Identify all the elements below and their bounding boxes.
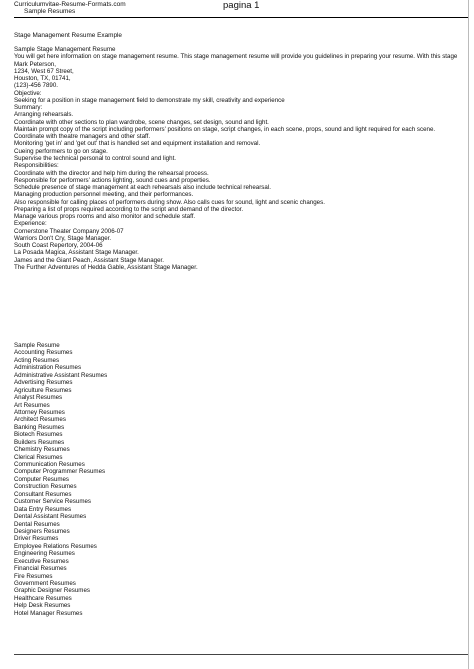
resume-link[interactable]: Dental Assistant Resumes xyxy=(14,513,87,521)
body-line: Coordinate with other sections to plan wardrobe, scene changes, set design, sound and light. xyxy=(14,118,269,126)
body-line: James and the Giant Peach, Assistant Stage Manager. xyxy=(14,256,164,264)
resume-link[interactable]: Data Entry Resumes xyxy=(14,505,72,513)
body-line: 1234, West 67 Street, xyxy=(14,67,74,75)
section-name: Sample Resumes xyxy=(24,8,76,15)
body-line: Coordinate with theatre managers and other staff. xyxy=(14,133,151,141)
resume-link[interactable]: Agriculture Resumes xyxy=(14,386,72,394)
resume-link[interactable]: Computer Programmer Resumes xyxy=(14,468,106,476)
resume-link[interactable]: Fire Resumes xyxy=(14,572,53,580)
resume-link[interactable]: Accounting Resumes xyxy=(14,349,73,357)
body-line: Cueing performers to go on stage. xyxy=(14,147,108,155)
body-line: (123)-456 7890. xyxy=(14,82,59,90)
resume-link[interactable]: Builders Resumes xyxy=(14,438,65,446)
resume-link[interactable]: Banking Resumes xyxy=(14,423,65,431)
page-number: pagina 1 xyxy=(223,0,260,11)
page-edge xyxy=(468,0,469,669)
body-line: Arranging rehearsals. xyxy=(14,111,74,119)
resume-link[interactable]: Government Resumes xyxy=(14,580,76,587)
body-line: La Posada Magica, Assistant Stage Manager. xyxy=(14,249,139,257)
body-line: Cornerstone Theater Company 2006-07 xyxy=(14,227,124,235)
page-header xyxy=(0,0,474,20)
body-line: Maintain prompt copy of the script including performers' positions on stage, script changes, in each scene, props, sound and light required for each scene. xyxy=(14,125,436,133)
site-name: Curriculumvitae-Resume-Formats.com xyxy=(14,1,126,8)
resume-link[interactable]: Administrative Assistant Resumes xyxy=(14,371,108,379)
resume-link[interactable]: Graphic Designer Resumes xyxy=(14,587,90,595)
body-line: Monitoring 'get in' and 'get out' that is handled set and equipment installation and removal. xyxy=(14,140,261,148)
resume-link[interactable]: Executive Resumes xyxy=(14,557,69,565)
body-line: Coordinate with the director and help him during the rehearsal process. xyxy=(14,169,209,177)
body-line: Supervise the technical personal to control sound and light. xyxy=(14,154,177,162)
body-line: Warriors Don't Cry, Stage Manager. xyxy=(14,234,112,242)
resume-link[interactable]: Hotel Manager Resumes xyxy=(14,609,83,617)
body-line: Also responsible for calling places of performers during show. Also calls cues for sound, light and scenic changes. xyxy=(14,198,325,206)
body-line: You will get here information on stage management resume. This stage management resume will provide you guidelines in preparing your resume. With this stage xyxy=(14,53,458,61)
body-line: Experience: xyxy=(14,220,47,228)
resume-link[interactable]: Administration Resumes xyxy=(14,364,82,372)
body-line: Mark Peterson, xyxy=(14,60,56,68)
body-line: Manage various props rooms and also monitor and schedule staff. xyxy=(14,213,196,221)
document-title: Stage Management Resume Example xyxy=(14,32,122,39)
resume-link[interactable]: Customer Service Resumes xyxy=(14,498,92,506)
resume-link[interactable]: Acting Resumes xyxy=(14,356,60,364)
resume-link[interactable]: Employee Relations Resumes xyxy=(14,542,97,550)
resume-link[interactable]: Analyst Resumes xyxy=(14,394,63,402)
body-line: Schedule presence of stage management at each rehearsals also include technical rehearsal. xyxy=(14,184,271,192)
body-line: South Coast Repertory, 2004-06 xyxy=(14,242,103,250)
body-line: Summary: xyxy=(14,104,43,112)
resume-link[interactable]: Driver Resumes xyxy=(14,535,59,543)
body-line: Houston, TX, 01741, xyxy=(14,75,71,83)
body-line: Managing production personnel meeting, and their performances. xyxy=(14,191,194,199)
body-line: The Further Adventures of Hedda Gable, Assistant Stage Manager. xyxy=(14,263,198,271)
resume-link[interactable]: Architect Resumes xyxy=(14,416,66,424)
resume-link[interactable]: Computer Resumes xyxy=(14,475,70,483)
resume-link[interactable]: Clerical Resumes xyxy=(14,453,63,461)
resume-link[interactable]: Help Desk Resumes xyxy=(14,602,71,610)
body-line: Sample Stage Management Resume xyxy=(14,46,116,53)
resume-link[interactable]: Dental Resumes xyxy=(14,520,60,528)
resume-link[interactable]: Designers Resumes xyxy=(14,527,70,535)
resume-link[interactable]: Sample Resume xyxy=(14,342,60,349)
header-divider xyxy=(14,17,468,18)
resume-link[interactable]: Consultant Resumes xyxy=(14,490,72,498)
resume-link[interactable]: Attorney Resumes xyxy=(14,408,65,416)
resume-link[interactable]: Chemistry Resumes xyxy=(14,446,70,454)
resume-body xyxy=(14,46,468,271)
resume-link[interactable]: Healthcare Resumes xyxy=(14,594,72,602)
resume-link[interactable]: Art Resumes xyxy=(14,401,50,409)
body-line: Seeking for a position in stage management field to demonstrate my skill, creativity and experience xyxy=(14,96,285,104)
body-line: Responsible for performers' actions lighting, sound cues and properties. xyxy=(14,176,211,184)
resume-link[interactable]: Construction Resumes xyxy=(14,483,77,491)
body-line: Objective: xyxy=(14,89,42,97)
body-line: Responsibilities: xyxy=(14,162,59,170)
resume-link[interactable]: Communication Resumes xyxy=(14,461,85,468)
resume-link-list xyxy=(14,342,214,617)
body-line: Preparing a list of props required according to the script and demand of the director. xyxy=(14,205,244,213)
resume-link[interactable]: Financial Resumes xyxy=(14,565,67,573)
resume-link[interactable]: Engineering Resumes xyxy=(14,550,75,558)
footer-divider xyxy=(14,654,468,655)
resume-link[interactable]: Biotech Resumes xyxy=(14,431,63,439)
resume-link[interactable]: Advertising Resumes xyxy=(14,379,73,387)
